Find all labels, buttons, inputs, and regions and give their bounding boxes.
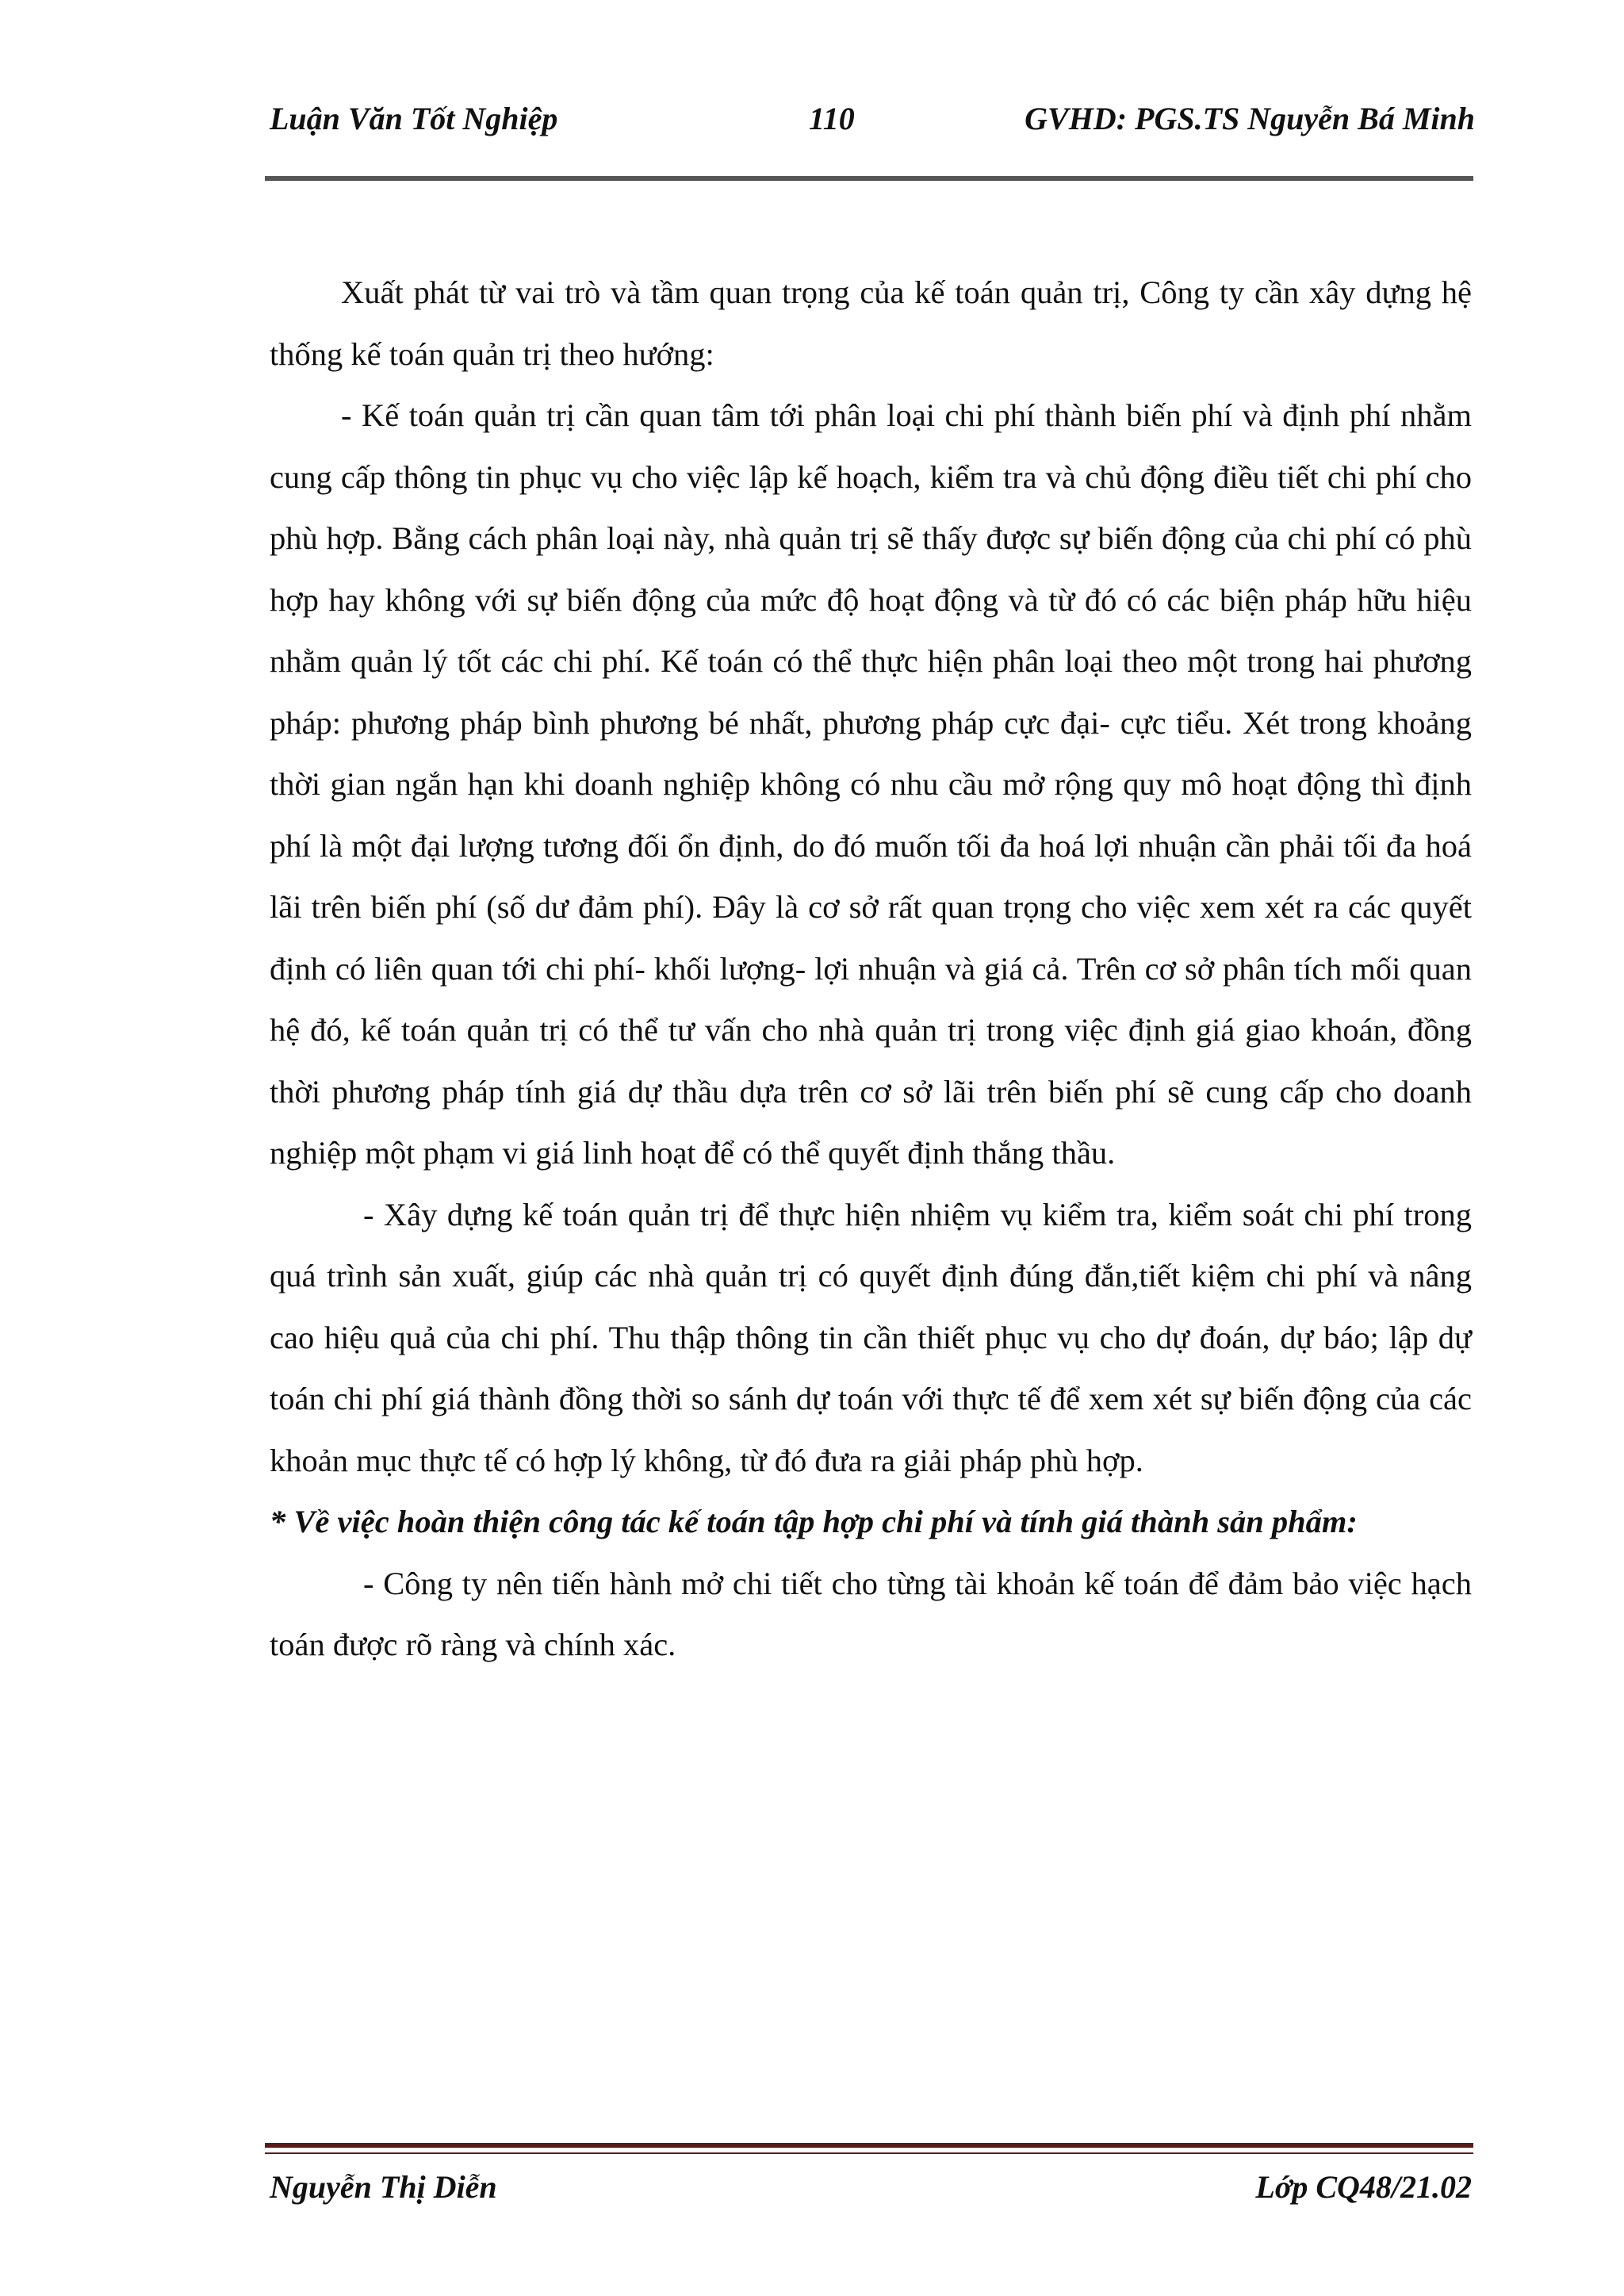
page-header (270, 94, 1475, 144)
page-number: 110 (809, 101, 855, 136)
page-footer (270, 2164, 1472, 2211)
footer-author: Nguyễn Thị Diễn (270, 2169, 497, 2205)
body-text (270, 262, 1472, 1676)
footer-divider-thick (265, 2143, 1473, 2148)
header-thesis-title: Luận Văn Tốt Nghiệp (270, 101, 558, 136)
paragraph-cost-control: - Xây dựng kế toán quản trị để thực hiện nhiệm vụ kiểm tra, kiểm soát chi phí trong quá trình sản xuất, giúp các nhà quản trị có quyết định đúng đắn,tiết kiệm chi phí và nâng cao hiệu quả của chi phí. Thu thập thông tin cần thiết phục vụ cho dự đoán, dự báo; lập dự toán chi phí giá thành đồng thời so sánh dự toán với thực tế để xem xét sự biến động của các khoản mục thực tế có hợp lý không, từ đó đưa ra giải pháp phù hợp. (270, 1196, 1472, 1478)
paragraph-intro: Xuất phát từ vai trò và tầm quan trọng của kế toán quản trị, Công ty cần xây dựng hệ thống kế toán quản trị theo hướng: (270, 274, 1472, 372)
header-advisor: GVHD: PGS.TS Nguyễn Bá Minh (1025, 101, 1475, 136)
paragraph-cost-classification: - Kế toán quản trị cần quan tâm tới phân loại chi phí thành biến phí và định phí nhằm cung cấp thông tin phục vụ cho việc lập kế hoạch, kiểm tra và chủ động điều tiết chi phí cho phù hợp. Bằng cách phân loại này, nhà quản trị sẽ thấy được sự biến động của chi phí có phù hợp hay không với sự biến động của mức độ hoạt động và từ đó có các biện pháp hữu hiệu nhằm quản lý tốt các chi phí. Kế toán có thể thực hiện phân loại theo một trong hai phương pháp: phương pháp bình phương bé nhất, phương pháp cực đại- cực tiểu. Xét trong khoảng thời gian ngắn hạn khi doanh nghiệp không có nhu cầu mở rộng quy mô hoạt động thì định phí là một đại lượng tương đối ổn định, do đó muốn tối đa hoá lợi nhuận cần phải tối đa hoá lãi trên biến phí (số dư đảm phí). Đây là cơ sở rất quan trọng cho việc xem xét ra các quyết định có liên quan tới chi phí- khối lượng- lợi nhuận và giá cả. Trên cơ sở phân tích mối quan hệ đó, kế toán quản trị có thể tư vấn cho nhà quản trị trong việc định giá giao khoán, đồng thời phương pháp tính giá dự thầu dựa trên cơ sở lãi trên biến phí sẽ cung cấp cho doanh nghiệp một phạm vi giá linh hoạt để có thể quyết định thắng thầu. (270, 397, 1472, 1171)
paragraph-account-details: - Công ty nên tiến hành mở chi tiết cho từng tài khoản kế toán để đảm bảo việc hạch toán được rõ ràng và chính xác. (270, 1565, 1472, 1662)
section-heading: * Về việc hoàn thiện công tác kế toán tập hợp chi phí và tính giá thành sản phẩm: (270, 1504, 1358, 1539)
footer-divider-thin (265, 2152, 1473, 2154)
footer-class: Lớp CQ48/21.02 (1255, 2169, 1472, 2205)
header-divider (265, 176, 1473, 181)
